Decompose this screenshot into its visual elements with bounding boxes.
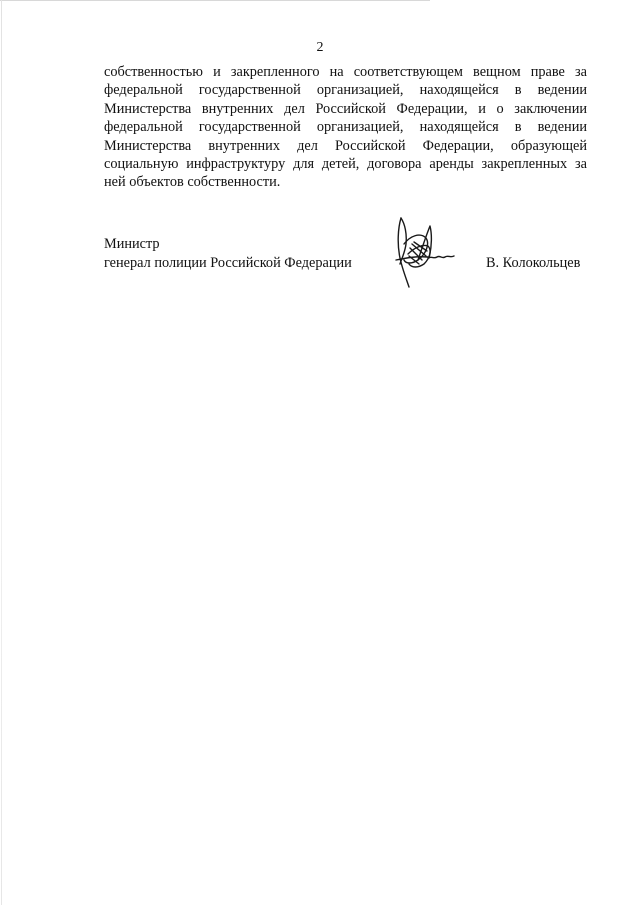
handwritten-signature-icon bbox=[392, 214, 464, 290]
body-line: ней объектов собственности. bbox=[104, 174, 281, 191]
body-line: социальную инфраструктуру для детей, договора аренды закрепленных за bbox=[104, 156, 587, 173]
body-line: Министерства внутренних дел Российской Федерации, и о заключении bbox=[104, 100, 587, 117]
body-line: собственностью и закрепленного на соответствующем вещном праве за bbox=[104, 64, 587, 80]
page-number: 2 bbox=[316, 40, 324, 55]
body-line: Министерства внутренних дел Российской Федерации, образующей bbox=[104, 137, 587, 154]
body-line: федеральной государственной организацией, находящейся в ведении bbox=[104, 119, 587, 136]
signatory-title: Министр bbox=[104, 236, 160, 252]
signatory-position bbox=[104, 235, 352, 273]
signatory-name: В. Колокольцев bbox=[486, 255, 581, 271]
scan-edge-line bbox=[0, 0, 430, 1]
scan-left-edge bbox=[1, 0, 2, 905]
body-line: федеральной государственной организацией, находящейся в ведении bbox=[104, 82, 587, 99]
body-paragraph bbox=[104, 63, 587, 192]
signatory-rank: генерал полиции Российской Федерации bbox=[104, 255, 352, 271]
